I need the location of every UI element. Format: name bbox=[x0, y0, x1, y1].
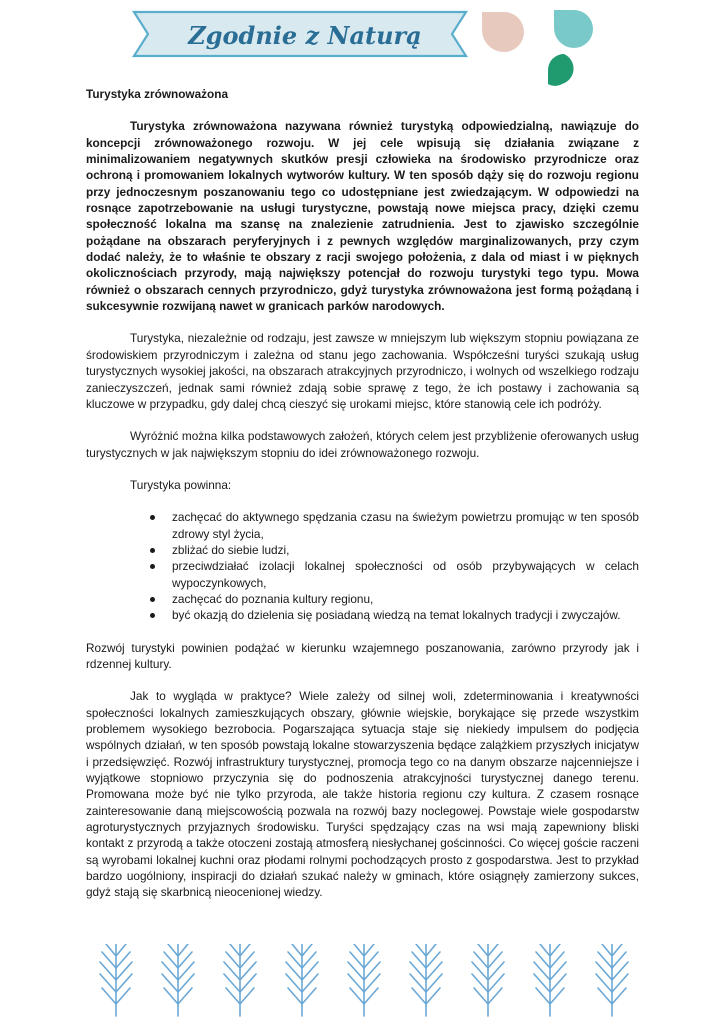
list-item: przeciwdziałać izolacji lokalnej społeczności od osób przybywających w celach wypoczynkowych, bbox=[172, 559, 639, 590]
wheat-sprig-icon bbox=[100, 944, 132, 1016]
list-intro: Turystyka powinna: bbox=[130, 477, 232, 492]
paragraph: Turystyka, niezależnie od rodzaju, jest zawsze w mniejszym lub większym stopniu powiązana ze środowiskiem przyrodniczym i zależna od stanu jego zachowania. Współcześni turyści szukają usług turystycznych wysokiej jakości, na obszarach atrakcyjnych przyrodniczo, i wolnych od wszelkiego rodzaju zanieczyszczeń, jednak sami również zdają sobie sprawę z tego, że ich postawy i zachowania są kluczowe w przypadku, gdy dalej chcą cieszyć się urokami miejsc, które stanowią cele ich podróży. bbox=[86, 331, 639, 411]
wheat-sprig-icon bbox=[162, 944, 194, 1016]
list-item: zachęcać do poznania kultury regionu, bbox=[172, 591, 639, 607]
wheat-sprig-icon bbox=[286, 944, 318, 1016]
wheat-sprig-icon bbox=[596, 944, 628, 1016]
wheat-sprig-icon bbox=[224, 944, 256, 1016]
paragraph: Rozwój turystyki powinien podążać w kierunku wzajemnego poszanowania, zarówno przyrody jak i rdzennej kultury. bbox=[86, 640, 639, 671]
wheat-sprig-icon bbox=[348, 944, 380, 1016]
pink-leaf-icon bbox=[482, 12, 524, 52]
logo-text: Zgodnie z Naturą bbox=[188, 21, 422, 50]
decorative-leaf-shapes bbox=[470, 6, 600, 88]
green-leaf-icon bbox=[548, 54, 574, 86]
wheat-sprig-icon bbox=[534, 944, 566, 1016]
list-item: być okazją do dzielenia się posiadaną wiedzą na temat lokalnych tradycji i zwyczajów. bbox=[172, 607, 639, 623]
footer-decoration bbox=[96, 944, 636, 1020]
wheat-sprig-icon bbox=[410, 944, 442, 1016]
list-item: zbliżać do siebie ludzi, bbox=[172, 542, 639, 558]
bullet-list bbox=[86, 509, 639, 623]
section-heading: Turystyka zrównoważona bbox=[86, 87, 229, 101]
list-item: zachęcać do aktywnego spędzania czasu na świeżym powietrzu promując w ten sposób zdrowy styl życia, bbox=[172, 510, 639, 541]
wheat-sprig-icon bbox=[472, 944, 504, 1016]
paragraph: Jak to wygląda w praktyce? Wiele zależy od silnej woli, zdeterminowania i kreatywności społeczności lokalnych zamieszkujących obszary, głównie wiejskie, borykające się przede wszystkim problemem wysokiego bezrobocia. Pogarszająca sytuacja staje się niekiedy impulsem do podjęcia wspólnych działań, w ten sposób powstają lokalne stowarzyszenia będące zalążkiem przyszłych inicjatyw i przedsięwzięć. Rozwój infrastruktury turystycznej, promocja tego co na danym obszarze najcenniejsze i wyjątkowe stopniowo przyczynia się do podnoszenia atrakcyjności turystycznej danego terenu. Promowana może być nie tylko przyroda, ale także historia regionu czy kultura. Z czasem rosnące zainteresowanie daną miejscowością pozwala na rozwój bazy noclegowej. Powstaje wiele gospodarstw agroturystycznych przyjaznych środowisku. Turyści spędzający czas na wsi mają zapewniony bliski kontakt z przyrodą a także otoczeni zostają atmosferą niesłychanej gościnności. Co więcej goście raczeni są wyrobami lokalnej kuchni oraz płodami rolnymi pochodzących prosto z gospodarstwa. Jest to przykład bardzo uogólniony, inspiracji do działań szukać należy w gminach, które osiągnęły zamierzony sukces, gdyż stają się skarbnicą nieocenionej wiedzy. bbox=[86, 689, 639, 900]
document-body bbox=[86, 86, 639, 901]
intro-paragraph: Turystyka zrównoważona nazywana również turystyką odpowiedzialną, nawiązuje do koncepcji zrównoważonego rozwoju. W jej cele wpisują się działania związane z minimalizowaniem negatywnych skutków presji człowieka na środowisko przyrodnicze oraz ochroną i promowaniem lokalnych wytworów kultury. W ten sposób dąży się do rozwoju regionu przy jednoczesnym poszanowaniu tego co udostępniane jest zwiedzającym. W odpowiedzi na rosnące zapotrzebowanie na usługi turystyczne, powstają nowe miejsca pracy, dzięki czemu społeczność lokalna ma szansę na znalezienie zatrudnienia. Jest to zjawisko szczególnie pożądane na obszarach peryferyjnych i z pewnych względów marginalizowanych, przy czym dodać należy, że to właśnie te obszary z racji swojego położenia, z dala od miast i w pięknych okolicznościach przyrody, mają największy potencjał do rozwoju turystyki tego typu. Mowa również o obszarach cennych przyrodniczo, gdyż turystyka zrównoważona jest formą pożądaną i sukcesywnie rozwijaną nawet w granicach parków narodowych. bbox=[86, 119, 639, 314]
teal-leaf-icon bbox=[554, 10, 593, 48]
header-banner bbox=[0, 0, 470, 62]
paragraph: Wyróżnić można kilka podstawowych założeń, których celem jest przybliżenie oferowanych usług turystycznych w jak największym stopniu do idei zrównoważonego rozwoju. bbox=[86, 429, 639, 460]
